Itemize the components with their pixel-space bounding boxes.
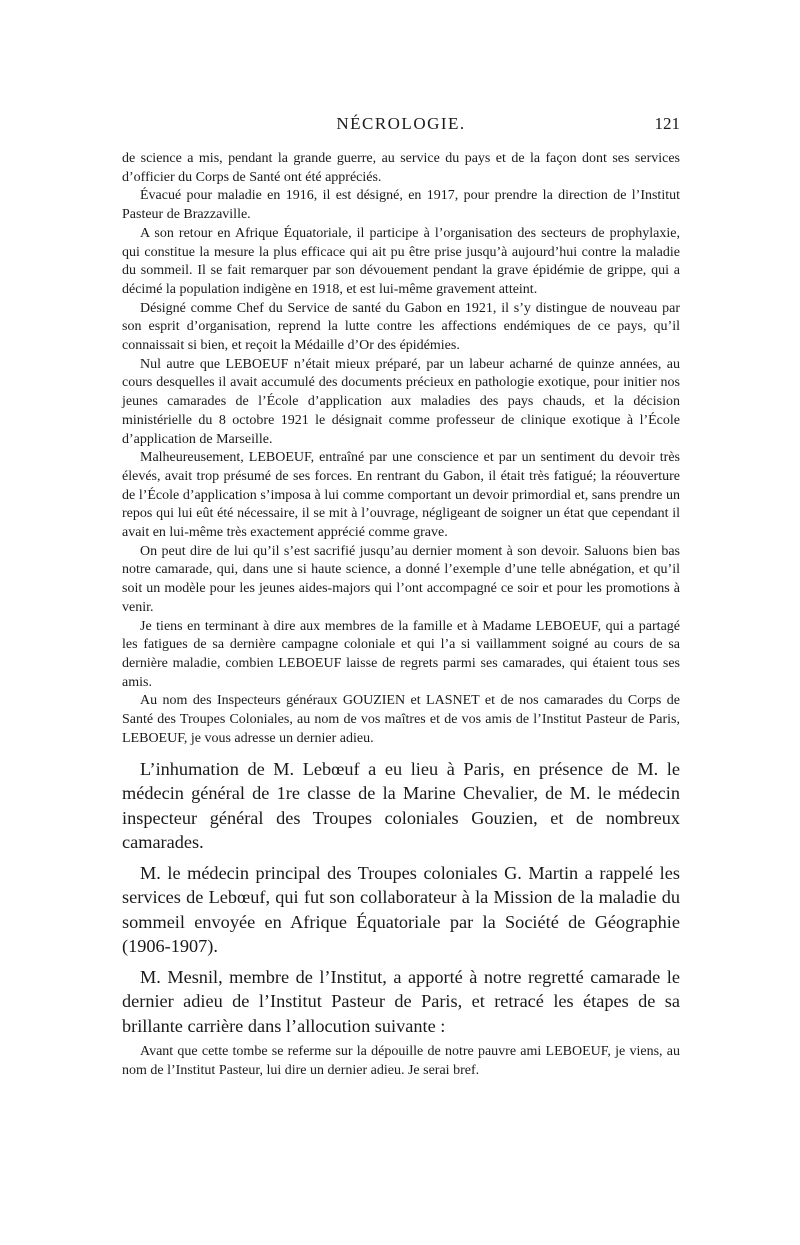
running-title: NÉCROLOGIE. <box>336 114 466 133</box>
paragraph: On peut dire de lui qu’il s’est sacrifié jusqu’au dernier moment à son devoir. Saluons bien bas notre camarade, qui, dans une si haute science, a donné l’exemple d’une telle abnégation, et qu’il soit un modèle pour les jeunes aides-majors qui l’ont accompagné ce soir et pour les promotions à venir. <box>122 543 680 615</box>
paragraph: Au nom des Inspecteurs généraux GOUZIEN et LASNET et de nos camarades du Corps de Santé des Troupes Coloniales, au nom de vos maîtres et de vos amis de l’Institut Pasteur de Paris, LEBOEUF, je vous adresse un dernier adieu. <box>122 693 680 746</box>
page-header <box>122 114 680 138</box>
paragraph: L’inhumation de M. Lebœuf a eu lieu à Paris, en présence de M. le médecin général de 1re classe de la Marine Chevalier, de M. le médecin inspecteur général des Troupes coloniales Gouzien, et de nombreux camarades. <box>122 758 680 852</box>
paragraph: A son retour en Afrique Équatoriale, il participe à l’organisation des secteurs de prophylaxie, qui constitue la mesure la plus efficace qui ait pu être prise jusqu’à aujourd’hui contre la maladie du sommeil. Il se fait remarquer par son dévouement pendant la grave épidémie de grippe, qui a décimé la population indigène en 1918, et est lui-même gravement atteint. <box>122 225 680 297</box>
page-number: 121 <box>654 114 680 133</box>
speech-text <box>122 150 680 749</box>
paragraph: Nul autre que LEBOEUF n’était mieux préparé, par un labeur acharné de quinze années, au cours desquelles il avait accumulé des documents précieux en pathologie exotique, pour initier nos jeunes camarades de l’École d’application aux maladies des pays chauds, et la décision ministérielle du 8 octobre 1921 le désignait comme professeur de clinique exotique à l’École d’application de Marseille. <box>122 356 680 447</box>
allocution-start <box>122 1043 680 1080</box>
paragraph: Désigné comme Chef du Service de santé du Gabon en 1921, il s’y distingue de nouveau par son esprit d’organisation, reprend la lutte contre les affections endémiques de ce pays, qu’il connaissait si bien, et reçoit la Médaille d’Or des épidémies. <box>122 300 680 354</box>
paragraph: de science a mis, pendant la grande guerre, au service du pays et de la façon dont ses services d’officier du Corps de Santé ont été appréciés. <box>122 151 680 185</box>
paragraph: Malheureusement, LEBOEUF, entraîné par une conscience et par un sentiment du devoir très élevés, avait trop présumé de ses forces. En rentrant du Gabon, il était très fatigué; la réouverture de l’École d’application s’imposa à lui comme comportant un devoir primordial et, sans prendre un repos qui lui eût été nécessaire, il se mit à l’ouvrage, négligeant de soigner un état que cependant il avait en lui-même très exactement apprécié comme grave. <box>122 450 680 541</box>
paragraph: Je tiens en terminant à dire aux membres de la famille et à Madame LEBOEUF, qui a partagé les fatigues de sa dernière campagne coloniale et qui l’a si vaillamment soigné au cours de sa dernière maladie, combien LEBOEUF laisse de regrets parmi ses camarades, qui étaient tous ses amis. <box>122 618 680 690</box>
narrative-text <box>122 757 680 1039</box>
paragraph: Évacué pour maladie en 1916, il est désigné, en 1917, pour prendre la direction de l’Institut Pasteur de Brazzaville. <box>122 188 680 223</box>
paragraph: M. le médecin principal des Troupes coloniales G. Martin a rappelé les services de Lebœuf, qui fut son collaborateur à la Mission de la maladie du sommeil envoyée en Afrique Équatoriale par la Société de Géographie (1906-1907). <box>122 862 680 956</box>
paragraph: Avant que cette tombe se referme sur la dépouille de notre pauvre ami LEBOEUF, je viens, au nom de l’Institut Pasteur, lui dire un dernier adieu. Je serai bref. <box>122 1044 680 1078</box>
paragraph: M. Mesnil, membre de l’Institut, a apporté à notre regretté camarade le dernier adieu de l’Institut Pasteur de Paris, et retracé les étapes de sa brillante carrière dans l’allocution suivante : <box>122 966 680 1036</box>
page-body <box>122 150 680 1080</box>
